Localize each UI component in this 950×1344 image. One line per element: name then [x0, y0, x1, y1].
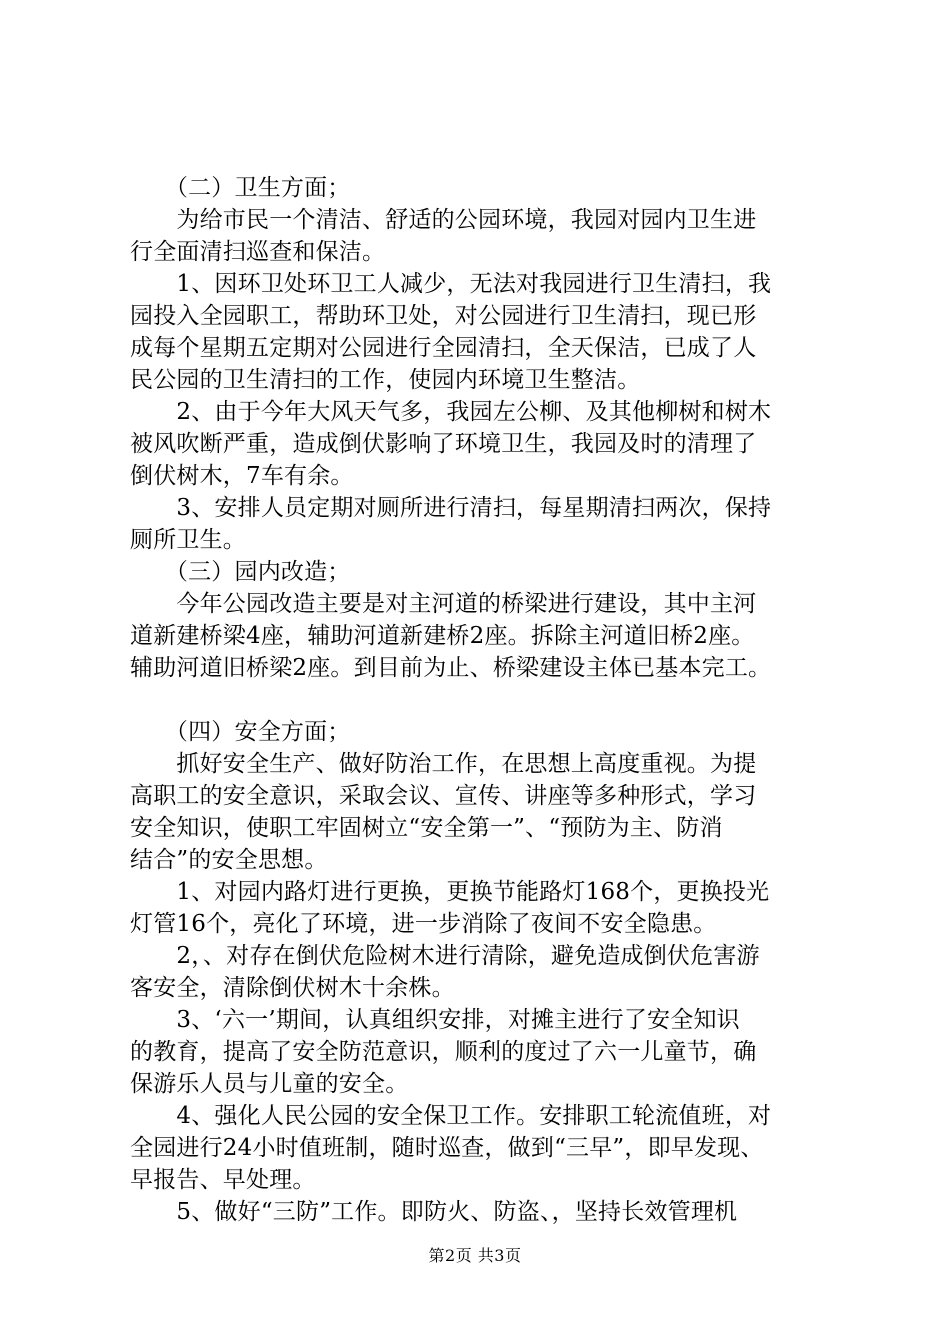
text-line: 4、强化人民公园的安全保卫工作。安排职工轮流值班，对: [130, 1103, 772, 1129]
text-line: 为给市民一个清洁、舒适的公园环境，我园对园内卫生进: [130, 207, 757, 233]
text-line: 的教育，提高了安全防范意识，顺利的度过了六一儿童节，确: [130, 1039, 757, 1065]
text-line: 安全知识，使职工牢固树立“安全第一”、“预防为主、防消: [130, 815, 723, 841]
text-line: 早报告、早处理。: [130, 1167, 316, 1193]
text-line: 道新建桥梁4座，辅助河道新建桥2座。拆除主河道旧桥2座。: [130, 623, 755, 649]
text-line: 抓好安全生产、做好防治工作，在思想上高度重视。为提: [130, 751, 757, 777]
text-line: 3、安排人员定期对厕所进行清扫，每星期清扫两次，保持: [130, 495, 772, 521]
text-line: （二）卫生方面；: [130, 175, 351, 201]
page-number-footer: 第2页 共3页: [428, 1246, 522, 1265]
text-line: 辅助河道旧桥梁2座。到目前为止、桥梁建设主体已基本完工。: [130, 655, 772, 681]
text-line: 2，、对存在倒伏危险树木进行清除，避免造成倒伏危害游: [130, 943, 760, 969]
text-line: 1、对园内路灯进行更换，更换节能路灯168个，更换投光: [130, 879, 770, 905]
text-line: 5、做好“三防”工作。即防火、防盗、，坚持长效管理机: [130, 1199, 738, 1225]
text-line: 1、因环卫处环卫工人减少，无法对我园进行卫生清扫，我: [130, 271, 772, 297]
document-body: [130, 172, 830, 1228]
text-line: 高职工的安全意识，采取会议、宣传、讲座等多种形式，学习: [130, 783, 757, 809]
text-line: 今年公园改造主要是对主河道的桥梁进行建设，其中主河: [130, 591, 757, 617]
text-line: 民公园的卫生清扫的工作，使园内环境卫生整洁。: [130, 367, 641, 393]
text-line: 成每个星期五定期对公园进行全园清扫，全天保洁，已成了人: [130, 335, 757, 361]
text-line: 全园进行24小时值班制，随时巡查，做到“三早”，即早发现、: [130, 1135, 764, 1161]
text-line: 被风吹断严重，造成倒伏影响了环境卫生，我园及时的清理了: [130, 431, 757, 457]
blank-line: [130, 684, 830, 716]
text-line: 厕所卫生。: [130, 527, 246, 553]
text-line: 客安全，清除倒伏树木十余株。: [130, 975, 455, 1001]
text-line: （三）园内改造；: [130, 559, 351, 585]
text-line: 结合”的安全思想。: [130, 847, 328, 873]
text-line: （四）安全方面；: [130, 719, 351, 745]
text-line: 园投入全园职工，帮助环卫处，对公园进行卫生清扫，现已形: [130, 303, 757, 329]
text-line: 2、由于今年大风天气多，我园左公柳、及其他柳树和树木: [130, 399, 772, 425]
text-line: 行全面清扫巡查和保洁。: [130, 239, 386, 265]
text-line: 3、‘六一’期间，认真组织安排，对摊主进行了安全知识: [130, 1007, 740, 1033]
text-line: 灯管16个，亮化了环境，进一步消除了夜间不安全隐患。: [130, 911, 717, 937]
text-line: 倒伏树木，7车有余。: [130, 463, 354, 489]
text-line: 保游乐人员与儿童的安全。: [130, 1071, 409, 1097]
